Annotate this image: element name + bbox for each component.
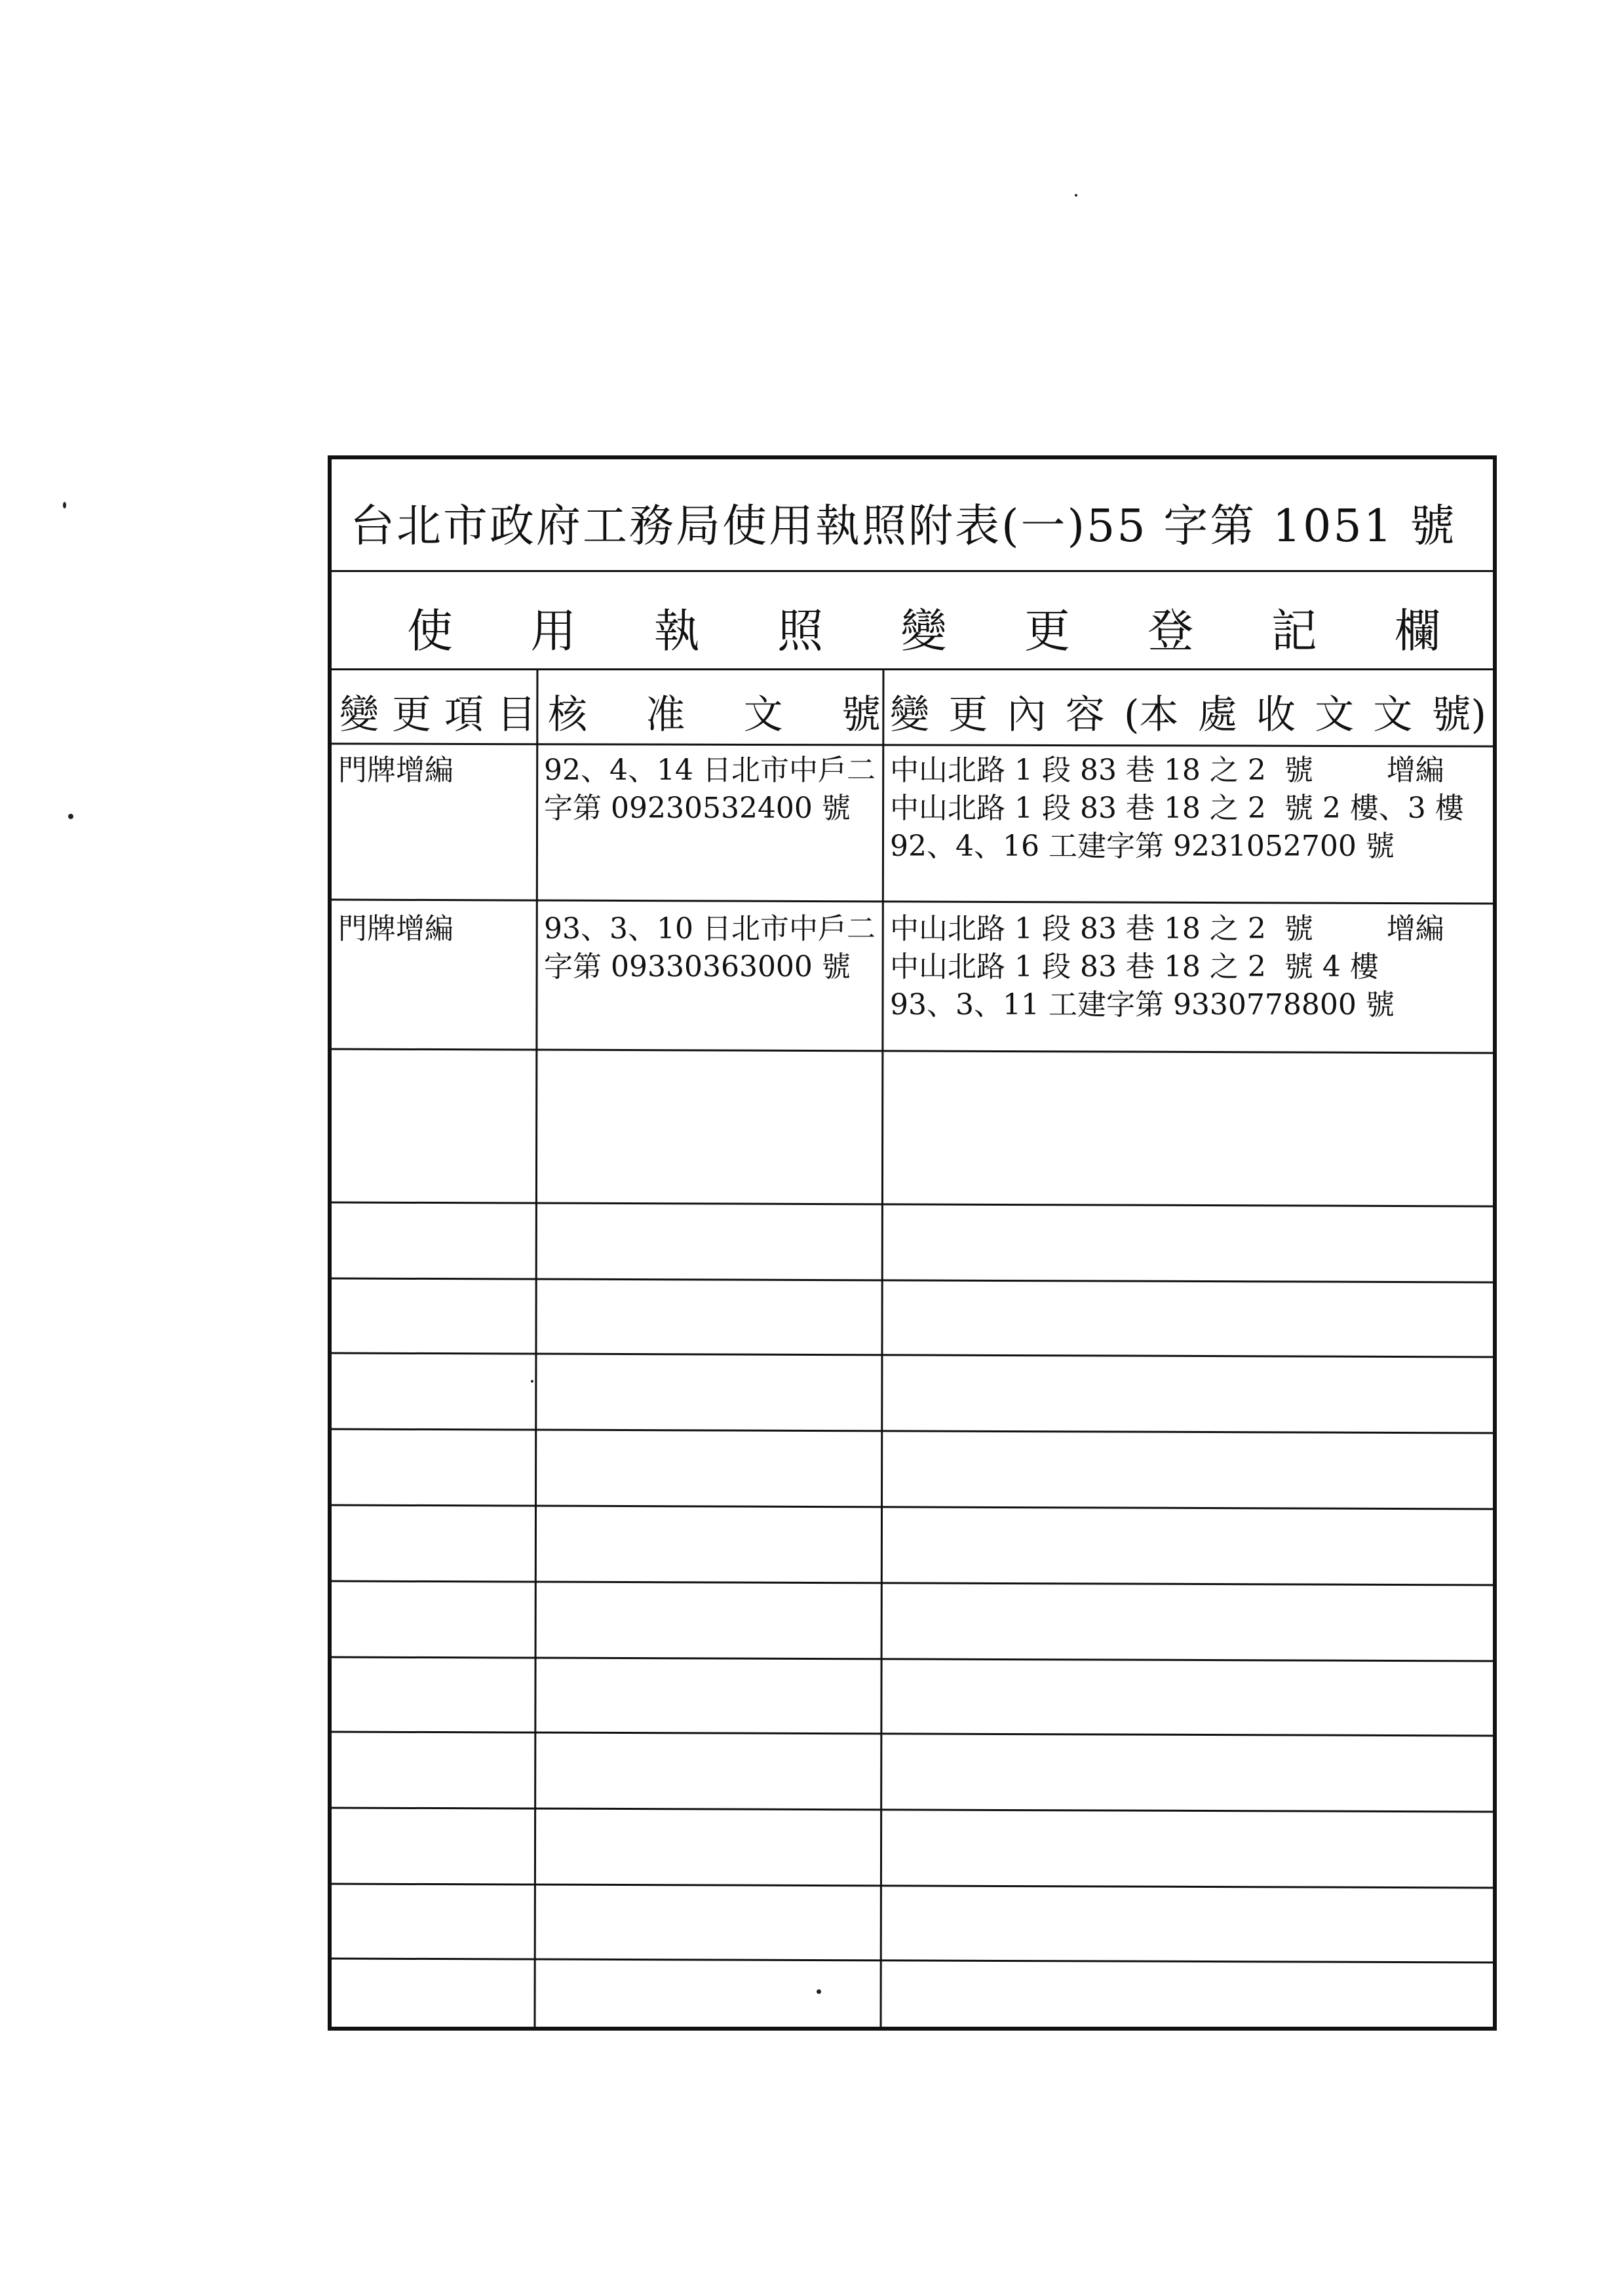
row2-content-line3: 93、3、11 工建字第 9330778800 號: [890, 988, 1395, 1022]
subtitle-char: 更: [1024, 604, 1070, 658]
subtitle-char: 執: [653, 604, 700, 658]
row2-approval-line1: 93、3、10 日北市中戶二: [544, 912, 876, 946]
scan-speck: [63, 502, 66, 508]
header-char: 變: [339, 692, 379, 738]
row1-approval-line1: 92、4、14 日北市中戶二: [544, 754, 876, 787]
row2-content-line1: 中山北路 1 段 83 巷 18 之 2 號 增編: [890, 912, 1444, 946]
subtitle-char: 記: [1271, 604, 1317, 658]
header-change-content: [890, 683, 1486, 740]
row1-content-line1: 中山北路 1 段 83 巷 18 之 2 號 增編: [890, 754, 1444, 787]
subtitle-char: 使: [407, 604, 453, 658]
form-title: 台北市政府工務局使用執照附表(一)55 字第 1051 號: [350, 501, 1457, 552]
row-line: [332, 1049, 1493, 1053]
header-char: 變: [890, 692, 929, 738]
row1-approval-line2: 字第 09230532400 號: [544, 792, 851, 825]
row1-content-line3: 92、4、16 工建字第 9231052700 號: [890, 830, 1395, 863]
subtitle-char: 欄: [1395, 604, 1440, 658]
header-char: 准: [646, 692, 685, 738]
row-line: [332, 1505, 1493, 1509]
header-change-item: [339, 683, 536, 740]
header-char: 文: [1373, 692, 1413, 738]
row-line: [332, 1732, 1493, 1736]
row-line: [332, 900, 1493, 904]
header-char: 號): [1431, 692, 1486, 738]
row-line: [332, 1202, 1493, 1206]
header-char: 內: [1007, 692, 1047, 738]
row-line: [332, 1581, 1493, 1585]
row2-approval-line2: 字第 09330363000 號: [544, 950, 851, 984]
header-bottom-line: [332, 744, 1493, 746]
header-char: 文: [1315, 692, 1355, 738]
header-char: 更: [392, 692, 431, 738]
column-divider: [535, 670, 537, 2027]
header-char: (本: [1123, 692, 1179, 738]
row-line: [332, 1353, 1493, 1357]
column-divider: [881, 670, 883, 2027]
header-char: 目: [497, 692, 536, 738]
header-approval-number: [548, 683, 881, 740]
subtitle-char: 照: [777, 604, 824, 658]
subtitle-char: 登: [1148, 604, 1194, 658]
header-char: 項: [444, 692, 484, 738]
header-char: 容: [1065, 692, 1105, 738]
header-char: 收: [1256, 692, 1296, 738]
subtitle-char: 用: [530, 604, 577, 658]
row-line: [332, 1657, 1493, 1661]
row1-content-line2: 中山北路 1 段 83 巷 18 之 2 號 2 樓、3 樓: [890, 792, 1464, 825]
scan-speck: [68, 814, 73, 819]
row-line: [332, 1884, 1493, 1888]
row-line: [332, 1429, 1493, 1433]
row-line: [332, 1959, 1493, 1962]
row-line: [332, 1808, 1493, 1812]
row2-change-item: 門牌增編: [338, 912, 453, 946]
header-char: 號: [841, 692, 881, 738]
header-char: 處: [1197, 692, 1237, 738]
header-char: 文: [743, 692, 783, 738]
subtitle-char: 變: [900, 604, 947, 658]
scan-speck: [1075, 194, 1077, 197]
header-char: 核: [548, 692, 587, 738]
header-char: 更: [948, 692, 988, 738]
row2-content-line2: 中山北路 1 段 83 巷 18 之 2 號 4 樓: [890, 950, 1379, 984]
row1-change-item: 門牌增編: [338, 754, 453, 787]
row-line: [332, 1278, 1493, 1282]
usage-license-change-form: [328, 455, 1497, 2031]
